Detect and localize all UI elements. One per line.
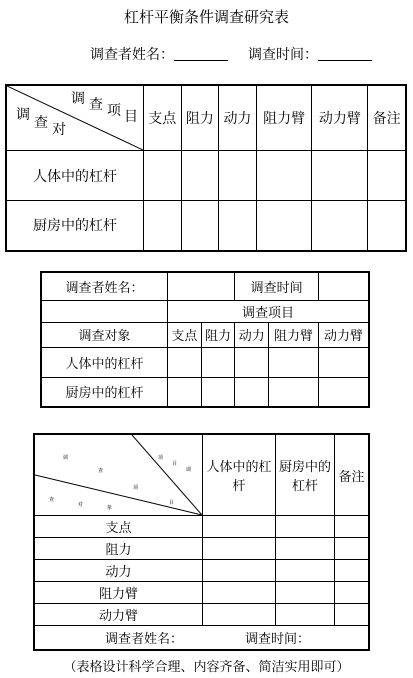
row-label: 动力臂 (34, 604, 203, 626)
empty-cell (269, 347, 319, 377)
empty-cell (269, 377, 319, 407)
empty-cell (203, 604, 276, 626)
diagonal-lines (35, 435, 202, 515)
tiny-label: 目 (172, 461, 178, 467)
empty-cell (318, 347, 369, 377)
name-value-cell (168, 272, 235, 300)
tiny-label: 目 (169, 500, 175, 506)
header-object-char: 对 (52, 122, 66, 138)
row-label: 动力 (34, 560, 203, 582)
header-project-char: 调 (71, 91, 85, 107)
object-label-cell: 调查对象 (41, 322, 168, 347)
footnote: （表格设计科学合理、内容齐备、简洁实用即可） (63, 660, 350, 675)
diagonal-header-cell (34, 434, 203, 516)
empty-cell (368, 151, 406, 201)
column-header: 动力臂 (318, 322, 369, 347)
header-object-char: 查 (34, 115, 48, 131)
name-label-cell: 调查者姓名： (41, 272, 168, 300)
row-label: 阻力 (34, 538, 203, 560)
tiny-label: 查 (49, 497, 55, 503)
column-header: 支点 (168, 322, 202, 347)
empty-cell (276, 516, 335, 538)
empty-cell (335, 516, 370, 538)
empty-cell (335, 560, 370, 582)
empty-cell (312, 151, 368, 201)
empty-cell (312, 201, 368, 251)
empty-cell (219, 151, 257, 201)
survey-table-3 (33, 433, 370, 651)
empty-cell (41, 300, 168, 322)
column-header: 备注 (368, 85, 406, 151)
column-header: 动力 (235, 322, 269, 347)
empty-cell (276, 582, 335, 604)
empty-cell (219, 201, 257, 251)
column-header: 阻力 (201, 322, 235, 347)
column-header: 阻力臂 (256, 85, 312, 151)
empty-cell (203, 538, 276, 560)
investigator-name-label: 调查者姓名： (90, 47, 174, 63)
column-header: 动力 (219, 85, 257, 151)
empty-cell (168, 347, 202, 377)
empty-cell (276, 538, 335, 560)
empty-cell (335, 582, 370, 604)
column-header: 人体中的杠杆 (203, 434, 276, 516)
empty-cell (256, 151, 312, 201)
tiny-label: 对 (78, 502, 84, 508)
row-label: 厨房中的杠杆 (41, 377, 168, 407)
survey-table-2 (40, 271, 370, 408)
column-header: 备注 (335, 434, 370, 516)
time-label-cell: 调查时间 (235, 272, 319, 300)
row-label: 人体中的杠杆 (41, 347, 168, 377)
empty-cell (168, 377, 202, 407)
empty-cell (335, 604, 370, 626)
header-project-char: 目 (124, 109, 138, 125)
column-header: 厨房中的杠杆 (276, 434, 335, 516)
empty-cell (144, 201, 182, 251)
empty-cell (276, 560, 335, 582)
footer-time-label: 调查时间： (245, 631, 311, 647)
footer-name-label: 调查者姓名： (105, 631, 184, 647)
time-value-cell (318, 272, 369, 300)
footer-investigator-row (34, 626, 369, 650)
empty-cell (181, 201, 219, 251)
empty-cell (318, 377, 369, 407)
empty-cell (256, 201, 312, 251)
tiny-label: 项 (158, 455, 164, 461)
empty-cell (144, 151, 182, 201)
column-header: 支点 (144, 85, 182, 151)
row-label: 人体中的杠杆 (6, 151, 144, 201)
investigator-line (90, 44, 372, 64)
tiny-label: 项 (133, 485, 139, 491)
empty-cell (201, 347, 235, 377)
project-label-cell: 调查项目 (168, 300, 370, 322)
investigator-time-label: 调查时间： (248, 47, 318, 63)
empty-cell (335, 538, 370, 560)
header-project-char: 项 (107, 103, 121, 119)
empty-cell (276, 604, 335, 626)
column-header: 阻力臂 (269, 322, 319, 347)
tiny-label: 象 (107, 505, 113, 511)
page-title: 杠杆平衡条件调查研究表 (123, 8, 289, 26)
empty-cell (368, 201, 406, 251)
column-header: 阻力 (181, 85, 219, 151)
empty-cell (203, 516, 276, 538)
column-header: 动力臂 (312, 85, 368, 151)
header-project-char: 查 (89, 97, 103, 113)
header-object-char: 调 (16, 107, 30, 123)
empty-cell (235, 377, 269, 407)
survey-table-1 (5, 84, 407, 252)
tiny-label: 调 (186, 467, 192, 473)
row-label: 阻力臂 (34, 582, 203, 604)
empty-cell (203, 582, 276, 604)
empty-cell (203, 560, 276, 582)
row-label: 支点 (34, 516, 203, 538)
name-blank (174, 46, 228, 61)
tiny-label: 查 (98, 468, 104, 474)
tiny-label: 调 (63, 455, 69, 461)
empty-cell (201, 377, 235, 407)
diagonal-header-cell (6, 85, 144, 151)
row-label: 厨房中的杠杆 (6, 201, 144, 251)
empty-cell (181, 151, 219, 201)
empty-cell (235, 347, 269, 377)
time-blank (318, 46, 372, 61)
